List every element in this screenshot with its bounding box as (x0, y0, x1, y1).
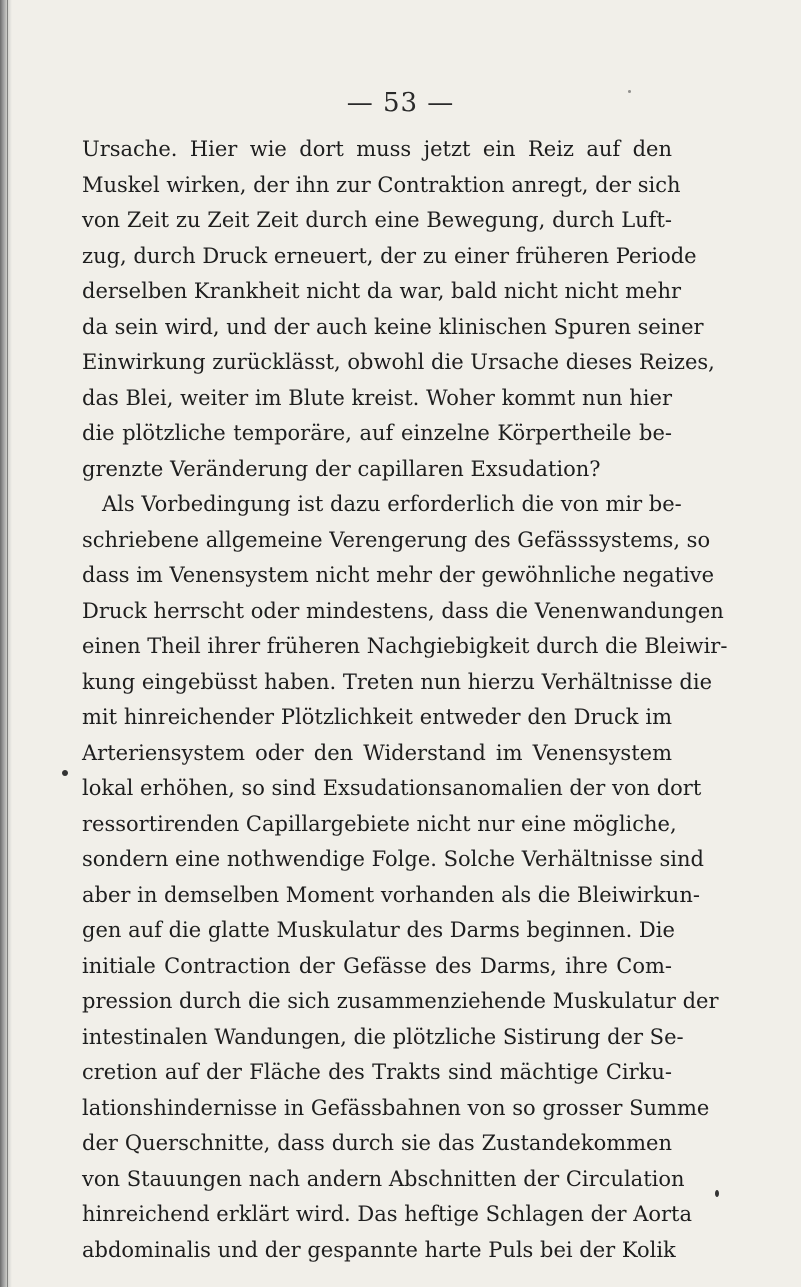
text-line: dass im Venensystem nicht mehr der gewöhnliche negative (82, 563, 715, 587)
text-line: die plötzliche temporäre, auf einzelne Körpertheile be- (82, 421, 672, 445)
text-line: kung eingebüsst haben. Treten nun hierzu Verhältnisse die (82, 669, 713, 694)
text-line: von Zeit zu Zeit Zeit durch eine Bewegung, durch Luft- (82, 208, 672, 232)
binding-edge (0, 0, 12, 1287)
text-line: da sein wird, und der auch keine klinischen Spuren seiner (82, 314, 704, 339)
text-line: abdominalis und der gespannte harte Puls bei der Kolik (82, 1237, 676, 1262)
text-line: Arteriensystem oder den Widerstand im Venensystem (82, 740, 672, 765)
text-line: Muskel wirken, der ihn zur Contraktion anregt, der sich (82, 172, 681, 197)
binding-line (7, 0, 8, 1287)
text-line: das Blei, weiter im Blute kreist. Woher kommt nun hier (82, 385, 672, 410)
text-line: cretion auf der Fläche des Trakts sind mächtige Cirku- (82, 1060, 672, 1084)
text-line: lokal erhöhen, so sind Exsudationsanomalien der von dort (82, 776, 702, 800)
text-line: intestinalen Wandungen, die plötzliche Sistirung der Se- (82, 1024, 684, 1049)
text-line: aber in demselben Moment vorhanden als die Bleiwirkun- (82, 882, 700, 907)
text-line: hinreichend erklärt wird. Das heftige Schlagen der Aorta (82, 1202, 693, 1226)
body-text (82, 132, 728, 1268)
text-line: der Querschnitte, dass durch sie das Zustandekommen (82, 1131, 672, 1155)
text-line: Druck herrscht oder mindestens, dass die Venenwandungen (82, 598, 724, 623)
ink-speck (715, 1190, 719, 1197)
text-line: Ursache. Hier wie dort muss jetzt ein Reiz auf den (82, 137, 672, 161)
text-line: initiale Contraction der Gefässe des Darms, ihre Com- (82, 953, 672, 978)
text-line: Einwirkung zurücklässt, obwohl die Ursache dieses Reizes, (82, 350, 715, 374)
text-line: pression durch die sich zusammenziehende Muskulatur der (82, 989, 719, 1013)
text-line: derselben Krankheit nicht da war, bald nicht nicht mehr (82, 279, 682, 303)
text-line: grenzte Veränderung der capillaren Exsudation? (82, 456, 601, 481)
text-line: sondern eine nothwendige Folge. Solche Verhältnisse sind (82, 847, 704, 871)
page-number: — 53 — (346, 88, 455, 118)
text-line: schriebene allgemeine Verengerung des Gefässsystems, so (82, 527, 711, 552)
text-line: von Stauungen nach andern Abschnitten der Circulation (82, 1166, 685, 1191)
text-line: gen auf die glatte Muskulatur des Darms beginnen. Die (82, 918, 675, 942)
text-line: ressortirenden Capillargebiete nicht nur eine mögliche, (82, 811, 677, 836)
text-line: einen Theil ihrer früheren Nachgiebigkeit durch die Bleiwir- (82, 634, 728, 658)
ink-speck (62, 770, 68, 776)
text-line: zug, durch Druck erneuert, der zu einer früheren Periode (82, 243, 697, 268)
text-line: mit hinreichender Plötzlichkeit entweder den Druck im (82, 705, 672, 729)
text-line: Als Vorbedingung ist dazu erforderlich die von mir be- (102, 492, 682, 516)
ink-speck (628, 90, 631, 93)
text-line: lationshindernisse in Gefässbahnen von so grosser Summe (82, 1095, 710, 1120)
